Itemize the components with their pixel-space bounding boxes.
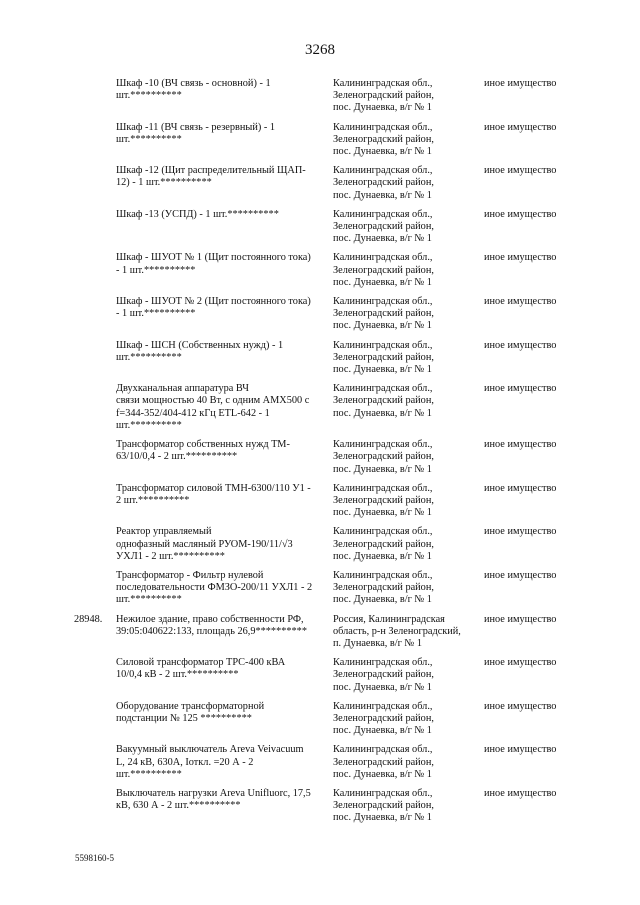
item-location: Калининградская обл., Зеленоградский район, пос. Дунаевка, в/г № 1 <box>333 121 434 157</box>
property-type: иное имущество <box>484 613 557 625</box>
property-type: иное имущество <box>484 121 557 133</box>
table-row <box>0 209 640 253</box>
table-row <box>0 252 640 296</box>
item-location: Калининградская обл., Зеленоградский район, пос. Дунаевка, в/г № 1 <box>333 383 434 419</box>
item-description: Шкаф -11 (ВЧ связь - резервный) - 1 шт.********** <box>116 121 275 145</box>
table-row <box>0 383 640 439</box>
item-description: Шкаф -12 (Щит распределительный ЩАП- 12) - 1 шт.********** <box>116 165 306 189</box>
item-description: Трансформатор силовой ТМН-6300/110 У1 - 2 шт.********** <box>116 482 311 506</box>
table-row <box>0 122 640 166</box>
item-location: Калининградская обл., Зеленоградский район, пос. Дунаевка, в/г № 1 <box>333 439 434 475</box>
item-description: Вакуумный выключатель Areva Veivacuum L, 24 кВ, 630А, Iоткл. =20 А - 2 шт.********** <box>116 744 304 780</box>
item-description: Шкаф - ШУОТ № 2 (Щит постоянного тока) - 1 шт.********** <box>116 295 311 320</box>
property-type: иное имущество <box>484 339 557 351</box>
table-row <box>0 483 640 527</box>
item-description: Шкаф -13 (УСПД) - 1 шт.********** <box>116 208 279 220</box>
registry-table <box>0 78 640 832</box>
item-description: Выключатель нагрузки Areva Unifluorc, 17,5 кВ, 630 А - 2 шт.********** <box>116 787 311 812</box>
property-type: иное имущество <box>484 657 557 669</box>
item-description: Шкаф - ШУОТ № 1 (Щит постоянного тока) - 1 шт.********** <box>116 252 311 276</box>
property-type: иное имущество <box>484 252 557 264</box>
footer-document-code: 5598160-5 <box>75 853 114 863</box>
row-number: 28948. <box>74 613 103 625</box>
property-type: иное имущество <box>484 569 557 581</box>
property-type: иное имущество <box>484 700 557 712</box>
table-row <box>0 340 640 384</box>
item-location: Калининградская обл., Зеленоградский район, пос. Дунаевка, в/г № 1 <box>333 569 434 606</box>
item-description: Трансформатор - Фильтр нулевой последовательности ФМЗО-200/11 УХЛ1 - 2 шт.********** <box>116 569 313 606</box>
table-row <box>0 570 640 614</box>
item-description: Оборудование трансформаторной подстанции № 125 ********** <box>116 700 265 724</box>
table-row <box>0 78 640 122</box>
item-description: Нежилое здание, право собственности РФ, 39:05:040622:133, площадь 26,9********** <box>116 613 307 637</box>
item-location: Калининградская обл., Зеленоградский район, пос. Дунаевка, в/г № 1 <box>333 252 434 288</box>
property-type: иное имущество <box>484 526 557 538</box>
property-type: иное имущество <box>484 165 557 177</box>
item-location: Калининградская обл., Зеленоградский район, пос. Дунаевка, в/г № 1 <box>333 700 434 737</box>
item-description: Шкаф -10 (ВЧ связь - основной) - 1 шт.********** <box>116 78 271 102</box>
item-location: Калининградская обл., Зеленоградский район, пос. Дунаевка, в/г № 1 <box>333 208 434 245</box>
table-row <box>0 526 640 570</box>
item-description: Трансформатор собственных нужд ТМ- 63/10/0,4 - 2 шт.********** <box>116 439 290 463</box>
table-row <box>0 439 640 483</box>
item-location: Россия, Калининградская область, р-н Зеленоградский, п. Дунаевка, в/г № 1 <box>333 613 461 649</box>
item-description: Шкаф - ШСН (Собственных нужд) - 1 шт.********** <box>116 339 284 363</box>
item-location: Калининградская обл., Зеленоградский район, пос. Дунаевка, в/г № 1 <box>333 526 434 562</box>
item-location: Калининградская обл., Зеленоградский район, пос. Дунаевка, в/г № 1 <box>333 78 434 114</box>
property-type: иное имущество <box>484 744 557 756</box>
property-type: иное имущество <box>484 383 557 395</box>
item-location: Калининградская обл., Зеленоградский район, пос. Дунаевка, в/г № 1 <box>333 165 434 201</box>
table-row <box>0 788 640 832</box>
table-row <box>0 165 640 209</box>
property-type: иное имущество <box>484 208 557 220</box>
item-location: Калининградская обл., Зеленоградский район, пос. Дунаевка, в/г № 1 <box>333 295 434 332</box>
property-type: иное имущество <box>484 295 557 307</box>
item-location: Калининградская обл., Зеленоградский район, пос. Дунаевка, в/г № 1 <box>333 339 434 375</box>
property-type: иное имущество <box>484 482 557 494</box>
item-location: Калининградская обл., Зеленоградский район, пос. Дунаевка, в/г № 1 <box>333 482 434 519</box>
item-location: Калининградская обл., Зеленоградский район, пос. Дунаевка, в/г № 1 <box>333 787 434 824</box>
table-row <box>0 701 640 745</box>
property-type: иное имущество <box>484 78 557 89</box>
table-row <box>0 296 640 340</box>
property-type: иное имущество <box>484 439 557 451</box>
table-row <box>0 744 640 788</box>
item-description: Реактор управляемый однофазный масляный РУОМ-190/11/√3 УХЛ1 - 2 шт.********** <box>116 526 293 562</box>
table-row <box>0 657 640 701</box>
table-row <box>0 614 640 658</box>
item-location: Калининградская обл., Зеленоградский район, пос. Дунаевка, в/г № 1 <box>333 744 434 780</box>
item-location: Калининградская обл., Зеленоградский район, пос. Дунаевка, в/г № 1 <box>333 657 434 693</box>
item-description: Двухканальная аппаратура ВЧ связи мощностью 40 Вт, с одним AMX500 с f=344-352/404-412 кГц ETL-642 - 1 шт.********** <box>116 383 310 431</box>
property-type: иное имущество <box>484 787 557 799</box>
page-number: 3268 <box>305 42 335 58</box>
item-description: Силовой трансформатор ТРС-400 кВА 10/0,4 кВ - 2 шт.********** <box>116 657 286 681</box>
